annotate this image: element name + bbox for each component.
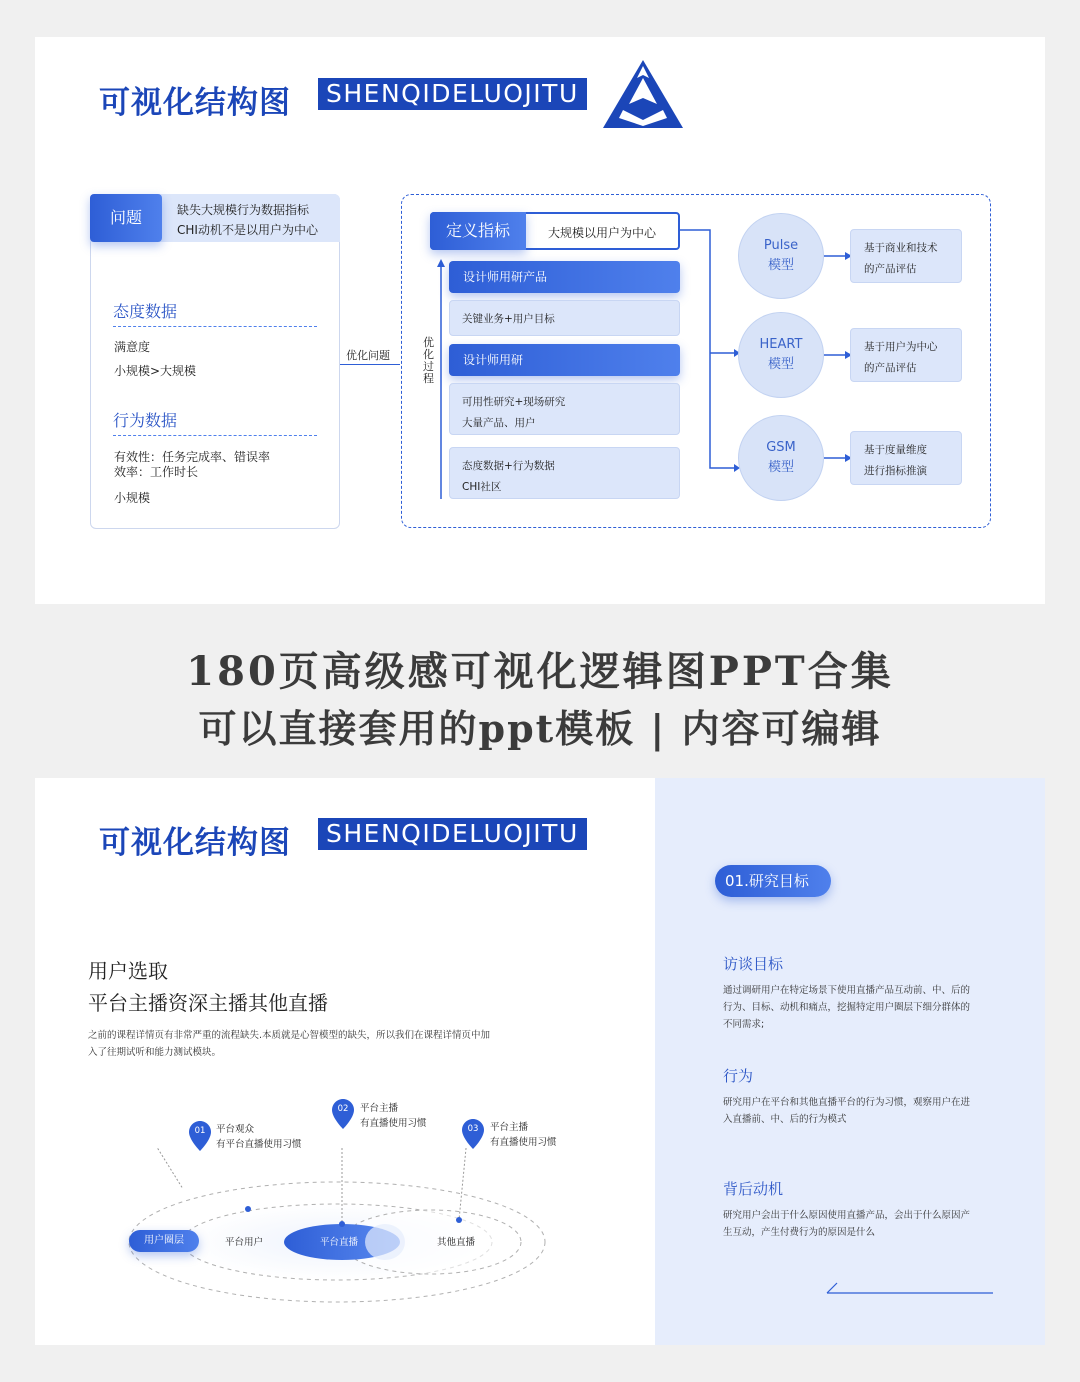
slide-user-research [35,778,1045,1345]
pin-01-desc: 有平台直播使用习惯 [216,1139,302,1150]
step-5-line-1: 态度数据+行为数据 [462,460,555,472]
caption-line-2: 可以直接套用的ppt模板 | 内容可编辑 [198,706,882,751]
step-3: 设计师用研 [449,344,680,376]
pulse-model-circle [738,213,824,299]
divider [113,326,317,327]
step-4-line-1: 可用性研究+现场研究 [462,396,566,408]
problem-label: 问题 [90,194,162,242]
define-value: 大规模以用户为中心 [548,226,657,240]
pin-03-icon [462,1119,484,1149]
problem-line-1: 缺失大规模行为数据指标 [177,203,310,217]
paragraph-line-2: 入了往期试听和能力测试模块。 [88,1047,222,1058]
behavior-line-1: 有效性：任务完成率、错误率 [114,450,271,464]
logo-triangle-icon [601,58,685,130]
desc-line-1: 基于用户为中心 [864,341,938,353]
ring-label-other: 其他直播 [437,1237,476,1248]
attitude-line-2: 小规模>大规模 [114,364,197,378]
model-connector [680,227,740,477]
section-line: 通过调研用户在特定场景下使用直播产品互动前、中、后的 [723,985,971,996]
problem-line-2: CHI动机不是以用户为中心 [177,223,318,237]
section-line: 生互动，产生付费行为的原因是什么 [723,1227,876,1238]
user-layer-badge: 用户圈层 [129,1230,199,1252]
pin-02-icon [332,1099,354,1129]
research-goal-panel [655,778,1045,1345]
research-goal-badge: 01.研究目标 [715,865,831,897]
step-4 [449,383,680,435]
pin-02-desc: 有直播使用习惯 [360,1118,427,1129]
desc-line-1: 基于商业和技术 [864,242,938,254]
pin-number: 01 [194,1126,206,1136]
heading-1: 用户选取 [88,959,168,983]
step-5 [449,447,680,499]
pin-03-title: 平台主播 [490,1122,529,1133]
section-line: 行为、目标、动机和痛点，挖掘特定用户圈层下细分群体的 [723,1002,971,1013]
behavior-line-3: 小规模 [114,491,151,505]
section-title-motivation: 背后动机 [723,1180,784,1198]
gsm-model-circle [738,415,824,501]
model-name: GSM [766,440,796,455]
paragraph-line-1: 之前的课程详情页有非常严重的流程缺失.本质就是心智模型的缺失，所以我们在课程详情页中加 [88,1030,491,1041]
up-arrow-icon [436,259,446,501]
pin-number: 03 [467,1124,479,1134]
heading-2: 平台主播资深主播其他直播 [88,991,328,1015]
heart-desc [850,328,962,382]
attitude-line-1: 满意度 [114,340,151,354]
section-title-interview: 访谈目标 [723,955,784,973]
caption-line-1: 180页高级感可视化逻辑图PPT合集 [186,648,894,695]
model-sub: 模型 [767,460,794,475]
user-circle-diagram [125,1148,565,1308]
optimize-label: 优化问题 [346,349,390,362]
gsm-desc [850,431,962,485]
ring-label-outer: 平台用户 [225,1237,264,1248]
slide-structure-diagram [35,37,1045,604]
pin-03-desc: 有直播使用习惯 [490,1137,557,1148]
step-4-line-2: 大量产品、用户 [462,417,536,429]
slide-title: 可视化结构图 [99,825,291,861]
step-2: 关键业务+用户目标 [449,300,680,336]
behavior-line-2: 效率：工作时长 [114,465,199,479]
section-line: 研究用户会出于什么原因使用直播产品，会出于什么原因产 [723,1210,971,1221]
attitude-title: 态度数据 [113,302,178,321]
decorative-line [825,1281,995,1295]
step-5-line-2: CHI社区 [462,481,502,493]
slide-subtitle-en: SHENQIDELUOJITU [318,818,587,850]
model-arrows [824,250,852,470]
pin-01-title: 平台观众 [216,1124,255,1135]
pin-number: 02 [337,1104,349,1114]
desc-line-2: 的产品评估 [864,263,917,275]
connector-line [340,364,400,365]
model-sub: 模型 [767,357,794,372]
model-name: HEART [759,337,803,352]
ring-label-center: 平台直播 [320,1237,359,1248]
pin-01-icon [189,1121,211,1151]
section-title-behavior: 行为 [723,1067,754,1085]
pulse-desc [850,229,962,283]
step-1: 设计师用研产品 [449,261,680,293]
process-label: 优化过程 [423,336,434,385]
define-label: 定义指标 [430,212,526,250]
divider [113,435,317,436]
pin-02-title: 平台主播 [360,1103,399,1114]
section-line: 入直播前、中、后的行为模式 [723,1114,847,1125]
behavior-title: 行为数据 [113,411,178,430]
section-line: 不同需求; [723,1019,765,1030]
slide-subtitle-en: SHENQIDELUOJITU [318,78,587,110]
desc-line-2: 进行指标推演 [864,465,927,477]
desc-line-2: 的产品评估 [864,362,917,374]
model-name: Pulse [763,238,799,253]
section-line: 研究用户在平台和其他直播平台的行为习惯，观察用户在进 [723,1097,971,1108]
model-sub: 模型 [767,258,794,273]
desc-line-1: 基于度量维度 [864,444,927,456]
slide-title: 可视化结构图 [99,85,291,121]
heart-model-circle [738,312,824,398]
